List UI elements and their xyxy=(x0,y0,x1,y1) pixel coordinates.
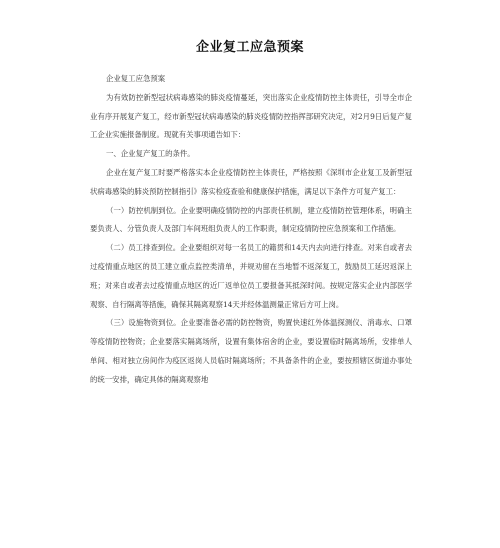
paragraph-facilities: （三）设施物资到位。企业要准备必需的防控物资，购置快速红外体温探测仪、消毒水、口罩等疫情防控物资；企业要落实隔离场所，设置有集体宿舍的企业，要设置临时隔离场所，安排单人单间、相对独立房间作为疫区返岗人员临时隔离场所；不具备条件的企业，要按照辖区街道办事处的统一安排，确定具体的隔离观察地 xyxy=(90,318,412,384)
document-title: 企业复工应急预案 xyxy=(195,40,304,55)
paragraph-intro: 为有效防控新型冠状病毒感染的肺炎疫情蔓延，突出落实企业疫情防控主体责任，引导全市企业有序开展复产复工，经市新型冠状病毒感染的肺炎疫情防控指挥部研究决定，对2月9日后复产复工企业实施报备制度。现就有关事项通告如下： xyxy=(90,92,412,140)
paragraph-mechanism: （一）防控机制到位。企业要明确疫情防控的内部责任机制，建立疫情防控管理体系，明确主要负责人、分管负责人及部门车间班组负责人的工作职责，制定疫情防控应急预案和工作措施。 xyxy=(90,205,412,234)
paragraph-staff-screening: （二）员工排查到位。企业要组织对每一名员工的籍贯和14天内去向进行排查。对来自或者去过疫情重点地区的员工建立重点监控类清单，并规劝留在当地暂不返深复工，鼓励员工延迟返深上班；对来自或者去过疫情重点地区的近厂返单位员工要报备其抵深时间。按规定落实企业内部医学观察、自行隔离等措施，确保其隔离观察14天并经体温测量正常后方可上岗。 xyxy=(90,243,412,309)
document-body xyxy=(90,70,412,390)
paragraph-doc-name: 企业复工应急预案 xyxy=(106,74,166,83)
paragraph-conditions: 企业在复产复工时要严格落实本企业疫情防控主体责任，严格按照《深圳市企业复工及新型冠状病毒感染的肺炎预防控制指引》落实检疫查验和健康保护措施，满足以下条件方可复产复工： xyxy=(90,167,412,196)
paragraph-section-heading: 一、企业复产复工的条件。 xyxy=(106,149,195,159)
